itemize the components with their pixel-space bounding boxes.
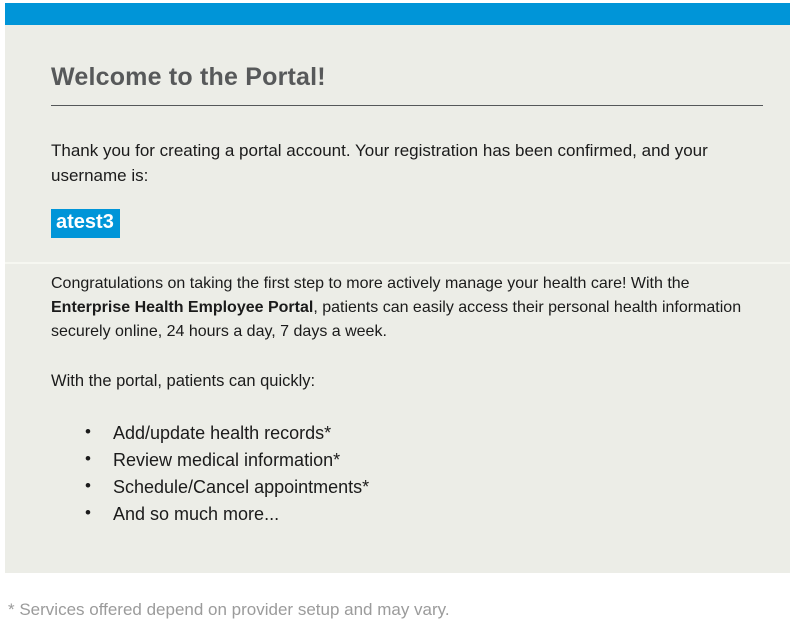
list-item-label: Add/update health records* [113,423,332,443]
bullet-icon: • [85,422,91,441]
list-item [51,474,763,500]
list-item-label: And so much more... [113,504,280,524]
email-body [5,3,790,573]
page-title: Welcome to the Portal! [51,63,326,91]
header-bar [5,3,790,25]
quickly-label: With the portal, patients can quickly: [51,372,316,390]
content-area [5,25,790,573]
congrats-text-before: Congratulations on taking the first step to more actively manage your health care! With the [51,275,690,292]
product-name: Enterprise Health Employee Portal [51,299,314,316]
list-item-label: Review medical information* [113,450,341,470]
bullet-icon: • [85,503,91,522]
intro-text: Thank you for creating a portal account. Your registration has been confirmed, and your username is: [51,141,708,185]
benefits-list [51,420,763,527]
list-item [51,501,763,527]
title-divider [51,105,763,106]
congrats-text [51,272,755,344]
bullet-icon: • [85,449,91,468]
bullet-icon: • [85,476,91,495]
section-divider [5,262,790,264]
username-highlight: atest3 [51,209,120,238]
services-disclaimer: * Services offered depend on provider setup and may vary. [8,600,450,619]
list-item [51,420,763,446]
list-item [51,447,763,473]
congrats-text-after: , patients can easily access their personal health information securely online, 24 hours a day, 7 days a week. [51,299,742,340]
list-item-label: Schedule/Cancel appointments* [113,477,370,497]
